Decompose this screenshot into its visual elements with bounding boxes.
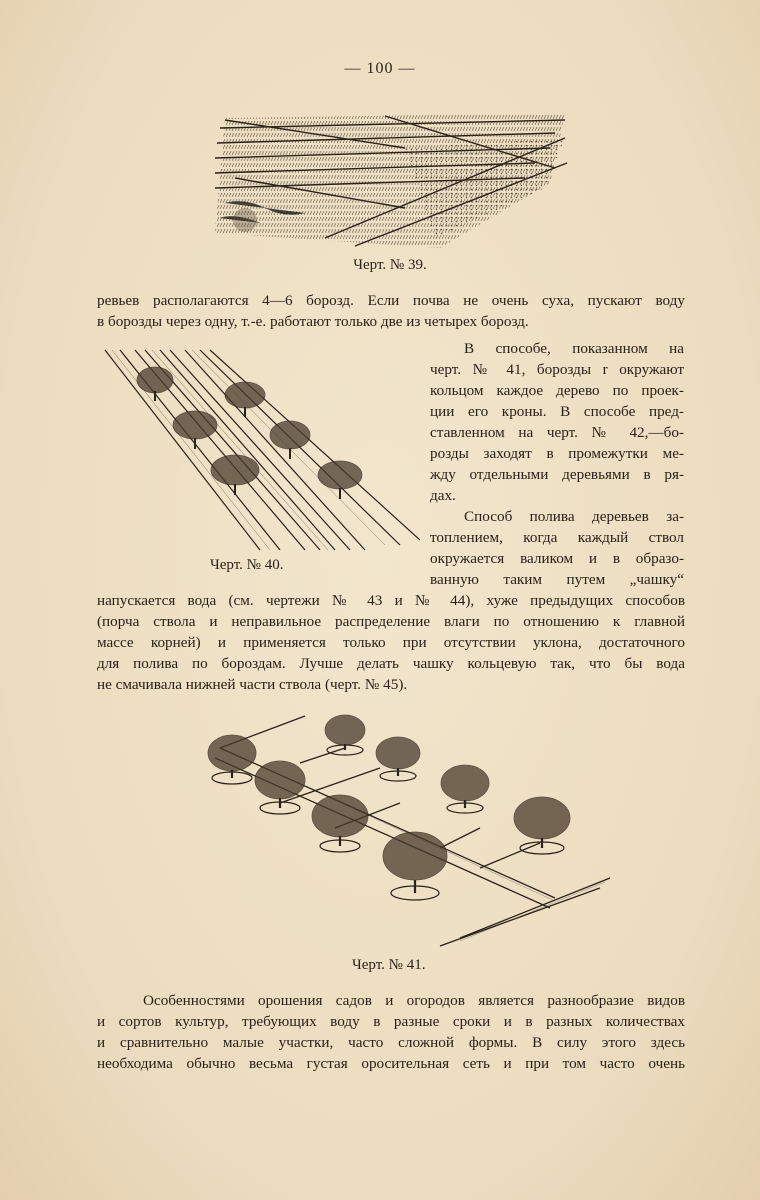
paragraph-flooding-continued: [97, 590, 685, 695]
paragraph-flooding: [430, 506, 684, 590]
text-line: ции его кроны. В способе пред-: [430, 403, 684, 420]
figure-41-caption: Черт. № 41.: [352, 957, 426, 973]
paragraph-continuation: [97, 290, 685, 332]
paragraph-method-rings: [430, 338, 684, 506]
text-line: не смачивала нижней части ствола (черт. № 45).: [97, 676, 408, 693]
text-line: дах.: [430, 487, 456, 504]
text-line: топлением, когда каждый ствол: [430, 529, 684, 546]
text-line: ванную таким путем „чашку“: [430, 571, 684, 588]
text-line: черт. № 41, борозды r окружают: [430, 361, 684, 378]
text-line: Особенностями орошения садов и огородов является разнообразие видов: [143, 992, 685, 1009]
text-line: (порча ствола и неправильное распределение влаги по отношению к главной: [97, 613, 685, 630]
paragraph-gardens: [97, 990, 685, 1074]
figure-40-caption: Черт. № 40.: [210, 557, 284, 573]
page-number: — 100 —: [344, 60, 416, 77]
text-line: и сравнительно малые участки, часто сложной формы. В силу этого здесь: [97, 1034, 685, 1051]
text-line: розды заходят в промежутки ме-: [430, 445, 684, 462]
text-line: напускается вода (см. чертежи № 43 и № 44), хуже предыдущих способов: [97, 592, 685, 609]
text-line: Способ полива деревьев за-: [464, 508, 684, 525]
text-line: окружается валиком и в образо-: [430, 550, 684, 567]
text-line: В способе, показанном на: [464, 340, 684, 357]
figure-40-illustration: [100, 345, 420, 555]
text-line: массе корней) и применяется только при отсутствии уклона, достаточного: [97, 634, 685, 651]
figure-39-caption: Черт. № 39.: [353, 257, 427, 273]
figure-39-illustration: [205, 108, 575, 248]
text-line: для полива по бороздам. Лучше делать чашку кольцевую так, что бы вода: [97, 655, 685, 672]
text-line: в борозды через одну, т.-е. работают только две из четырех борозд.: [97, 313, 529, 330]
figure-41-illustration: [160, 708, 610, 948]
text-line: и сортов культур, требующих воду в разные сроки и в разных количествах: [97, 1013, 685, 1030]
text-line: кольцом каждое дерево по проек-: [430, 382, 684, 399]
text-line: ревьев располагаются 4—6 борозд. Если почва не очень суха, пускают воду: [97, 292, 685, 309]
text-line: необходима обычно весьма густая оросительная сеть и при том часто очень: [97, 1055, 685, 1072]
text-line: ставленном на черт. № 42,—бо-: [430, 424, 684, 441]
text-line: жду отдельными деревьями в ря-: [430, 466, 684, 483]
